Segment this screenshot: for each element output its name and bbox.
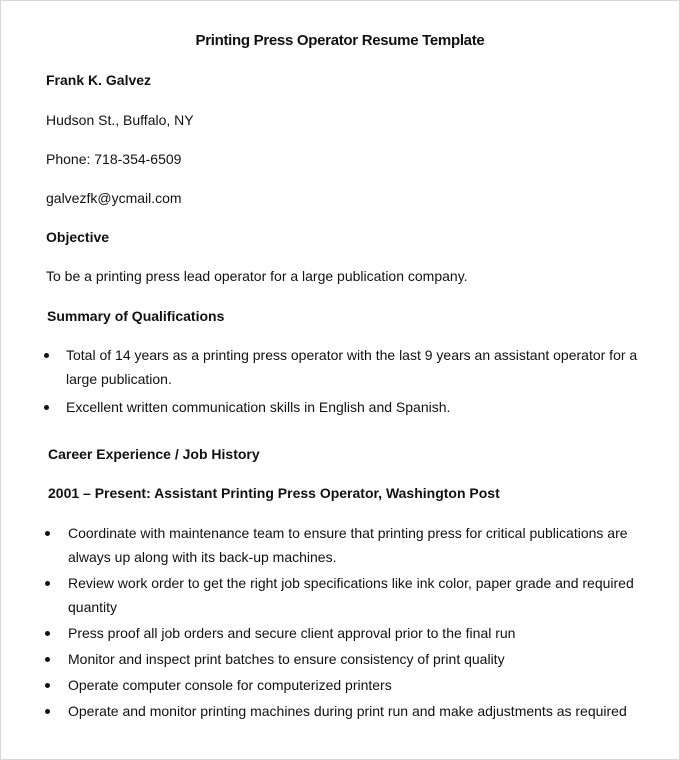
list-item (45, 647, 643, 671)
list-item (45, 571, 643, 619)
list-item (44, 395, 644, 419)
duty-text: Operate and monitor printing machines during print run and make adjustments as required (68, 703, 627, 719)
duties-list (45, 521, 643, 723)
job-position: 2001 – Present: Assistant Printing Press Operator, Washington Post (48, 485, 500, 501)
list-item (45, 699, 643, 723)
applicant-address: Hudson St., Buffalo, NY (46, 112, 194, 128)
list-item (45, 673, 643, 697)
qualification-text: Total of 14 years as a printing press operator with the last 9 years an assistant operator for a large publication. (66, 347, 638, 387)
bullet-icon (45, 657, 50, 662)
applicant-email: galvezfk@ycmail.com (46, 190, 182, 206)
bullet-icon (44, 405, 49, 410)
applicant-name: Frank K. Galvez (46, 72, 152, 88)
duty-text: Press proof all job orders and secure client approval prior to the final run (68, 625, 516, 641)
objective-heading: Objective (46, 229, 110, 245)
bullet-icon (45, 709, 50, 714)
bullet-icon (45, 531, 50, 536)
qualifications-list (44, 343, 644, 419)
resume-page (1, 1, 679, 759)
list-item (45, 521, 643, 569)
bullet-icon (45, 631, 50, 636)
bullet-icon (44, 353, 49, 358)
objective-text: To be a printing press lead operator for a large publication company. (46, 268, 468, 284)
bullet-icon (45, 581, 50, 586)
duty-text: Operate computer console for computerized printers (68, 677, 392, 693)
duty-text: Coordinate with maintenance team to ensure that printing press for critical publications are always up along with its back-up machines. (68, 525, 628, 565)
list-item (45, 621, 643, 645)
document-title: Printing Press Operator Resume Template (195, 32, 485, 49)
qualifications-heading: Summary of Qualifications (47, 308, 225, 324)
bullet-icon (45, 683, 50, 688)
applicant-phone: Phone: 718-354-6509 (46, 151, 182, 167)
duty-text: Monitor and inspect print batches to ensure consistency of print quality (68, 651, 505, 667)
qualification-text: Excellent written communication skills in English and Spanish. (66, 399, 451, 415)
duty-text: Review work order to get the right job specifications like ink color, paper grade and required quantity (68, 575, 634, 615)
list-item (44, 343, 644, 391)
career-heading: Career Experience / Job History (48, 446, 260, 462)
